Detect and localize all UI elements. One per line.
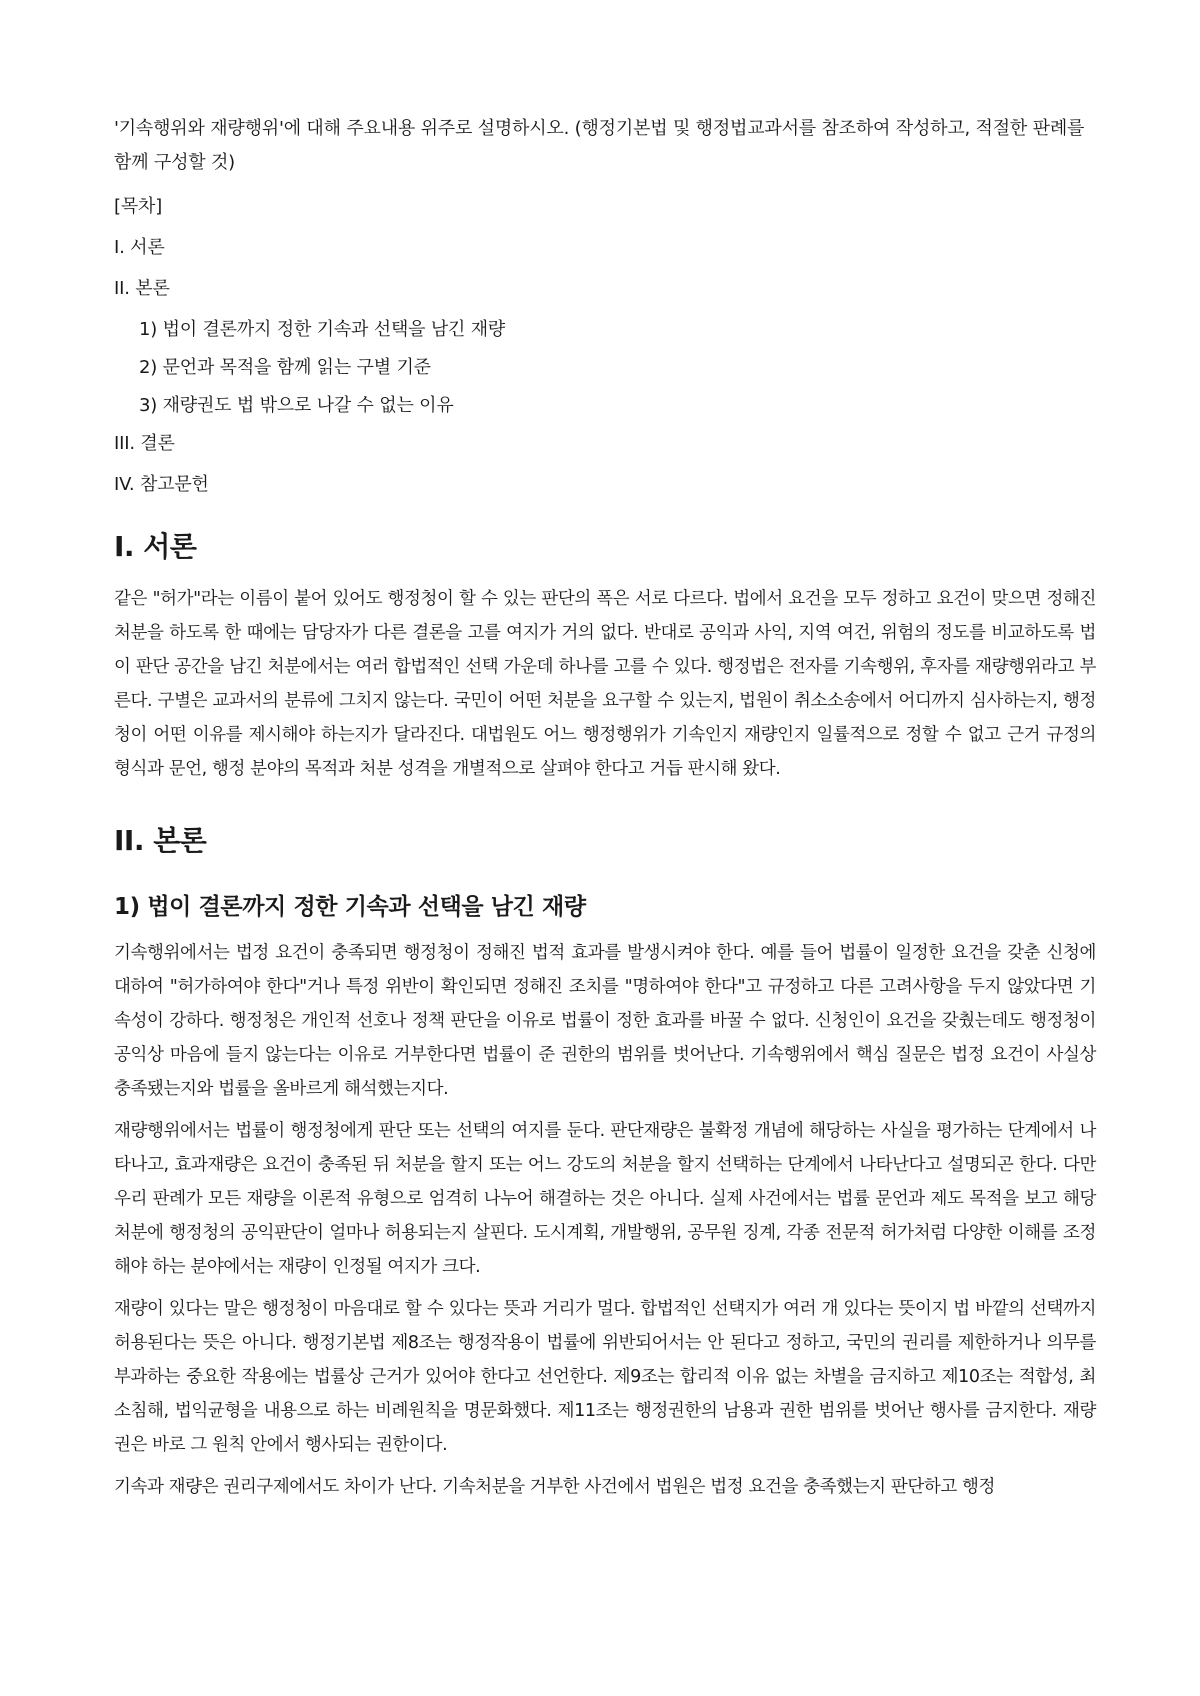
section-introduction [114, 528, 1096, 786]
section-heading-introduction: I. 서론 [114, 530, 197, 563]
toc-item-body-3: 3) 재량권도 법 밖으로 나갈 수 없는 이유 [139, 395, 454, 416]
assignment-prompt: '기속행위와 재량행위'에 대해 주요내용 위주로 설명하시오. (행정기본법 및 행정법교과서를 참조하여 작성하고, 적절한 판례를 함께 구성할 것) [114, 118, 1085, 173]
body-paragraph-4: 기속과 재량은 권리구제에서도 차이가 난다. 기속처분을 거부한 사건에서 법원은 법정 요건을 충족했는지 판단하고 행정 [114, 1477, 996, 1497]
toc-item-body-1: 1) 법이 결론까지 정한 기속과 선택을 남긴 재량 [139, 319, 506, 340]
toc-item-conclusion: III. 결론 [114, 433, 175, 454]
body-paragraph-3: 재량이 있다는 말은 행정청이 마음대로 할 수 있다는 뜻과 거리가 멀다. 합법적인 선택지가 여러 개 있다는 뜻이지 법 바깥의 선택까지 허용된다는 뜻은 아니다. 행정기본법 제8조는 행정작용이 법률에 위반되어서는 안 된다고 정하고, 국민의 권리를 제한하거나 의무를 부과하는 중요한 작용에는 법률상 근거가 있어야 한다고 선언한다. 제9조는 합리적 이유 없는 차별을 금지하고 제10조는 적합성, 최소침해, 법익균형을 내용으로 하는 비례원칙을 명문화했다. 제11조는 행정권한의 남용과 권한 범위를 벗어난 행사를 금지한다. 재량권은 바로 그 원칙 안에서 행사되는 권한이다. [114, 1299, 1096, 1455]
section-main-body [114, 822, 1096, 1504]
toc-heading: [목차] [114, 196, 163, 217]
toc-item-intro: I. 서론 [114, 237, 165, 258]
toc-list [114, 192, 1096, 500]
toc-item-body-2: 2) 문언과 목적을 함께 읽는 구별 기준 [139, 357, 431, 378]
toc-item-body: II. 본론 [114, 278, 170, 299]
toc-item-references: IV. 참고문헌 [114, 474, 209, 495]
body-paragraph-1: 기속행위에서는 법정 요건이 충족되면 행정청이 정해진 법적 효과를 발생시켜야 한다. 예를 들어 법률이 일정한 요건을 갖춘 신청에 대하여 "허가하여야 한다"거나 특정 위반이 확인되면 정해진 조치를 "명하여야 한다"고 규정하고 다른 고려사항을 두지 않았다면 기속성이 강하다. 행정청은 개인적 선호나 정책 판단을 이유로 법률이 정한 효과를 바꿀 수 없다. 신청인이 요건을 갖췄는데도 행정청이 공익상 마음에 들지 않는다는 이유로 거부한다면 법률이 준 권한의 범위를 벗어난다. 기속행위에서 핵심 질문은 법정 요건이 사실상 충족됐는지와 법률을 올바르게 해석했는지다. [114, 943, 1096, 1099]
introduction-paragraph: 같은 "허가"라는 이름이 붙어 있어도 행정청이 할 수 있는 판단의 폭은 서로 다르다. 법에서 요건을 모두 정하고 요건이 맞으면 정해진 처분을 하도록 한 때에는 담당자가 다른 결론을 고를 여지가 거의 없다. 반대로 공익과 사익, 지역 여건, 위험의 정도를 비교하도록 법이 판단 공간을 남긴 처분에서는 여러 합법적인 선택 가운데 하나를 고를 수 있다. 행정법은 전자를 기속행위, 후자를 재량행위라고 부른다. 구별은 교과서의 분류에 그치지 않는다. 국민이 어떤 처분을 요구할 수 있는지, 법원이 취소소송에서 어디까지 심사하는지, 행정청이 어떤 이유를 제시해야 하는지가 달라진다. 대법원도 어느 행정행위가 기속인지 재량인지 일률적으로 정할 수 없고 근거 규정의 형식과 문언, 행정 분야의 목적과 처분 성격을 개별적으로 살펴야 한다고 거듭 판시해 왔다. [114, 589, 1096, 779]
subsection-heading-1: 1) 법이 결론까지 정한 기속과 선택을 남긴 재량 [114, 894, 586, 920]
table-of-contents [114, 192, 1096, 500]
body-paragraph-2: 재량행위에서는 법률이 행정청에게 판단 또는 선택의 여지를 둔다. 판단재량은 불확정 개념에 해당하는 사실을 평가하는 단계에서 나타나고, 효과재량은 요건이 충족된 뒤 처분을 할지 또는 어느 강도의 처분을 할지 선택하는 단계에서 나타난다고 설명되곤 한다. 다만 우리 판례가 모든 재량을 이론적 유형으로 엄격히 나누어 해결하는 것은 아니다. 실제 사건에서는 법률 문언과 제도 목적을 보고 해당 처분에 행정청의 공익판단이 얼마나 허용되는지 살핀다. 도시계획, 개발행위, 공무원 징계, 각종 전문적 허가처럼 다양한 이해를 조정해야 하는 분야에서는 재량이 인정될 여지가 크다. [114, 1121, 1096, 1277]
section-heading-main-body: II. 본론 [114, 824, 207, 857]
